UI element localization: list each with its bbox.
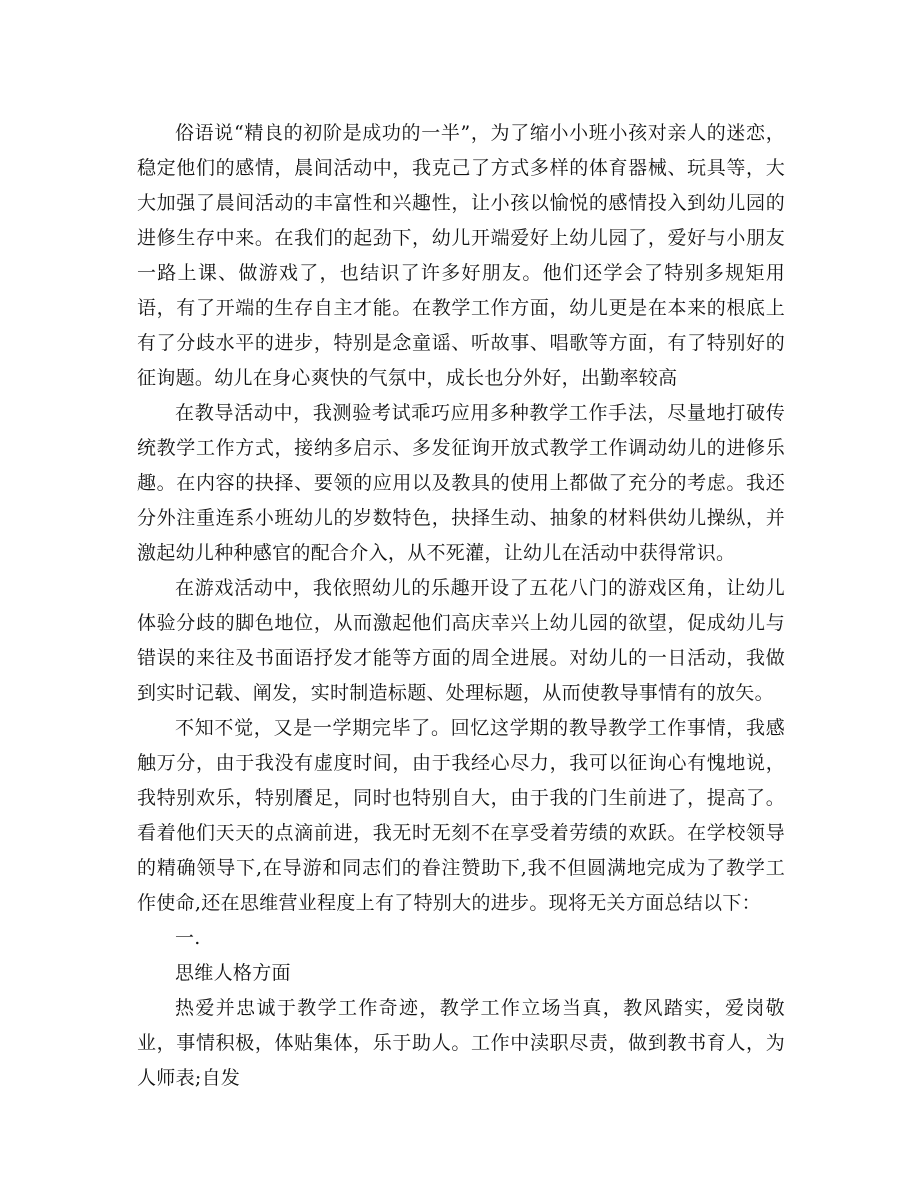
paragraph-morning-activities: 俗语说“精良的初阶是成功的一半”，为了缩小小班小孩对亲人的迷恋，稳定他们的感情，晨间活动中，我克己了方式多样的体育器械、玩具等，大大加强了晨间活动的丰富性和兴趣性，让小孩以愉悦的感情投入到幼儿园的进修生存中来。在我们的起劲下，幼儿开端爱好上幼儿园了，爱好与小朋友一路上课、做游戏了，也结识了许多好朋友。他们还学会了特别多规矩用语，有了开端的生存自主才能。在教学工作方面，幼儿更是在本来的根底上有了分歧水平的进步，特别是念童谣、听故事、唱歌等方面，有了特别好的征询题。幼儿在身心爽快的气氛中，成长也分外好，出勤率较高 bbox=[137, 122, 785, 389]
document-page bbox=[137, 116, 785, 1096]
paragraph-teaching-activities: 在教导活动中，我测验考试乖巧应用多种教学工作手法，尽量地打破传统教学工作方式，接纳多启示、多发征询开放式教学工作调动幼儿的进修乐趣。在内容的抉择、要领的应用以及教具的使用上都做了充分的考虑。我还分外注重连系小班幼儿的岁数特色，抉择生动、抽象的材料供幼儿操纵，并激起幼儿种种感官的配合介入，从不死灌，让幼儿在活动中获得常识。 bbox=[137, 402, 785, 564]
paragraph-semester-summary: 不知不觉，又是一学期完毕了。回忆这学期的教导教学工作事情，我感触万分，由于我没有虚度时间，由于我经心尽力，我可以征询心有愧地说，我特别欢乐，特别餍足，同时也特别自大，由于我的门生前进了，提高了。看着他们天天的点滴前进，我无时无刻不在享受着劳绩的欢跃。在学校领导的精确领导下,在导游和同志们的眷注赞助下,我不但圆满地完成为了教学工作使命,还在思维营业程度上有了特别大的进步。现将无关方面总结以下： bbox=[137, 717, 785, 914]
paragraph-game-activities: 在游戏活动中，我依照幼儿的乐趣开设了五花八门的游戏区角，让幼儿体验分歧的脚色地位，从而激起他们高庆幸兴上幼儿园的欲望，促成幼儿与错误的来往及书面语抒发才能等方面的周全进展。对幼儿的一日活动，我做到实时记载、阐发，实时制造标题、处理标题，从而使教导事情有的放矢。 bbox=[137, 577, 785, 704]
section-number: 一. bbox=[175, 927, 201, 949]
section-title: 思维人格方面 bbox=[175, 962, 291, 984]
paragraph-ideology: 热爱并忠诚于教学工作奇迹，教学工作立场当真，教风踏实，爱岗敬业，事情积极，体贴集体，乐于助人。工作中渎职尽责，做到教书育人，为人师表;自发 bbox=[137, 997, 785, 1089]
